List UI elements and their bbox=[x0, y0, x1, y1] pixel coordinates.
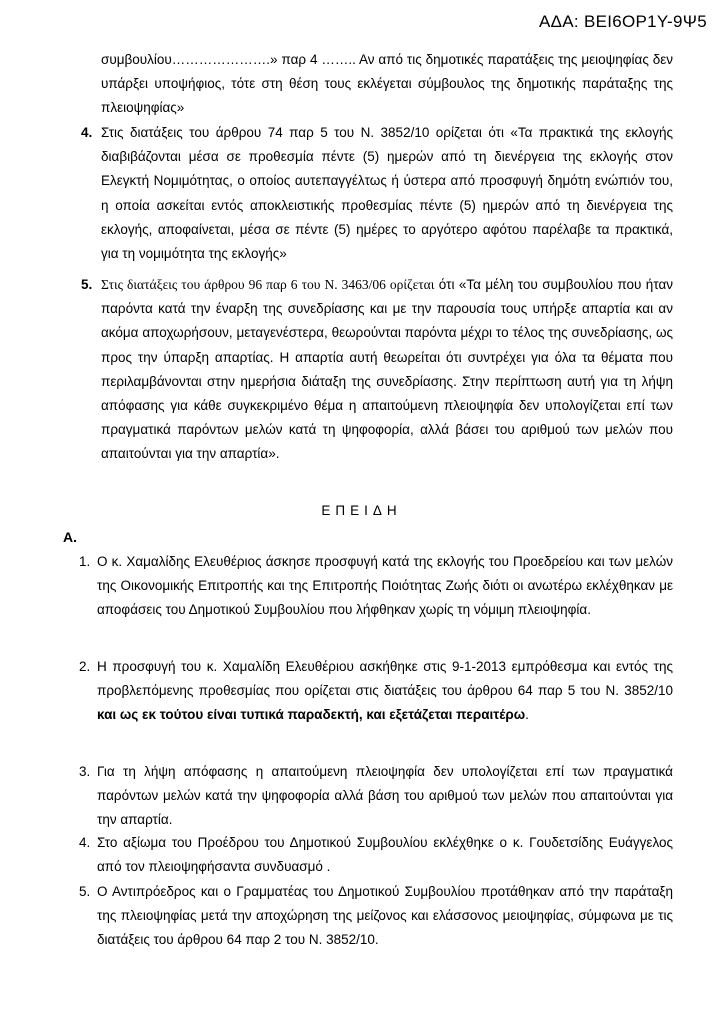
item-paragraph: Στις διατάξεις του άρθρου 74 παρ 5 του Ν. 3852/10 ορίζεται ότι «Τα πρακτικά της εκλογής διαβιβάζονται μέσα σε προθεσμία πέντε (5) ημερών από τη διενέργεια της εκλογής στον Ελεγκτή Νομιμότητας, ο οποίος αυτεπαγγέλτως ή ύστερα από προσφυγή δημότη ενώπιόν του, η οποία ασκείται εντός αποκλειστικής προθεσμίας πέντε (5) ημερών από τη διενέργεια της εκλογής, αποφαίνεται, μέσα σε πέντε (5) ημέρες το αργότερο αφότου παρέλαβε τα πρακτικά, για τη νομιμότητα της εκλογής» bbox=[101, 125, 673, 262]
ada-code: ΑΔΑ: ΒΕΙ6ΟΡ1Υ-9Ψ5 bbox=[538, 12, 707, 31]
section-heading: ΕΠΕΙΔΗ bbox=[321, 503, 402, 518]
item-number: 1. bbox=[79, 554, 91, 569]
item-paragraph bbox=[97, 655, 673, 728]
item-paragraph: Για τη λήψη απόφασης η απαιτούμενη πλειοψηφία δεν υπολογίζεται επί των πραγματικά παρόντων μελών κατά την ψηφοφορία αλλά βάση του αριθμού των μελών που απαιτούνται για την απαρτία. bbox=[97, 764, 673, 828]
item-number: 5. bbox=[81, 277, 93, 292]
section-label: Α. bbox=[63, 529, 77, 545]
item-paragraph: Ο Αντιπρόεδρος και ο Γραμματέας του Δημοτικού Συμβουλίου προτάθηκαν από την παράταξη της πλειοψηφίας μετά την αποχώρηση της μείζονος και ελάσσονος μειοψηφίας, σύμφωνα με τις διατάξεις του άρθρου 64 παρ 2 του Ν. 3852/10. bbox=[97, 884, 673, 948]
intro-paragraph: συμβουλίου………………….» παρ 4 …….. Αν από τις δημοτικές παρατάξεις της μειοψηφίας δεν υπάρξει υποψήφιος, τότε στη θέση τους εκλέγεται σύμβουλος της δημοτικής παράταξης της πλειοψηφίας» bbox=[101, 52, 673, 116]
item-number: 4. bbox=[79, 835, 91, 850]
item-number: 2. bbox=[79, 659, 91, 674]
item-text: ότι «Τα μέλη του συμβουλίου που ήταν παρόντα κατά την έναρξη της συνεδρίασης και με την παρουσία τους υπήρξε απαρτία και αν ακόμα αποχωρήσουν, μεταγενέστερα, θεωρούνται παρόντα μέχρι το τέλος της συνεδρίασης, ως προς την ύπαρξη απαρτίας. Η απαρτία αυτή θεωρείται ότι συντρέχει για όλα τα θέματα που περιλαμβάνονται στην ημερήσια διάταξη της συνεδρίασης. Στην περίπτωση αυτή για τη λήψη απόφασης για κάθε συγκεκριμένο θέμα η απαιτούμενη πλειοψηφία δεν υπολογίζεται επί των πραγματικά παρόντων μελών κατά τη ψηφοφορία, αλλά βάσει του αριθμού των μελών που απαιτούνται για την απαρτία». bbox=[101, 277, 674, 462]
item-serif-lead: Στις διατάξεις του άρθρου 96 παρ 6 του Ν. 3463/06 ορίζεται bbox=[101, 277, 435, 292]
item-paragraph: Στο αξίωμα του Προέδρου του Δημοτικού Συμβουλίου εκλέχθηκε ο κ. Γουδετσίδης Ευάγγελος από τον πλειοψηφήσαντα συνδυασμό . bbox=[97, 835, 673, 875]
item-number: 4. bbox=[81, 125, 93, 140]
item-tail: . bbox=[525, 707, 529, 723]
item-paragraph bbox=[101, 273, 673, 467]
item-text: Η προσφυγή του κ. Χαμαλίδη Ελευθέριου ασκήθηκε στις 9-1-2013 εμπρόθεσμα και εντός της προβλεπόμενης προθεσμίας που ορίζεται στις διατάξεις του άρθρου 64 παρ 5 του Ν. 3852/10 bbox=[97, 659, 673, 699]
item-number: 3. bbox=[79, 764, 91, 779]
item-bold-text: και ως εκ τούτου είναι τυπικά παραδεκτή, και εξετάζεται περαιτέρω bbox=[97, 707, 526, 723]
item-number: 5. bbox=[79, 884, 91, 899]
item-paragraph: Ο κ. Χαμαλίδης Ελευθέριος άσκησε προσφυγή κατά της εκλογής του Προεδρείου και των μελών της Οικονομικής Επιτροπής και της Επιτροπής Ποιότητας Ζωής διότι οι ανωτέρω εκλέχθηκαν με αποφάσεις του Δημοτικού Συμβουλίου που λήφθηκαν χωρίς τη νόμιμη πλειοψηφία. bbox=[97, 554, 673, 618]
